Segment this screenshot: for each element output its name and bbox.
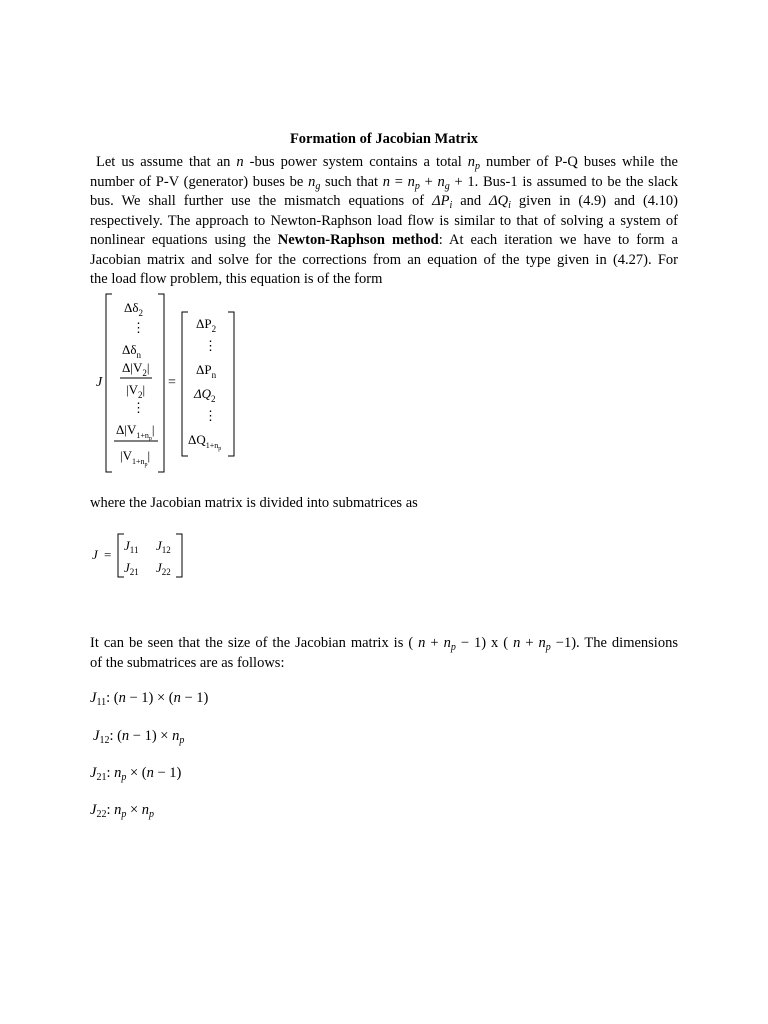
svg-text:Δδn: $\Delta\delta_n$ — [122, 342, 141, 360]
size-line-1: It can be seen that the size of the Jacobian matrix is ( $n + n_p - 1$) x ( $n + n_p -1$). The dimensions — [90, 635, 678, 653]
svg-text:Δδ2: $\Delta\delta_2$ — [124, 300, 143, 318]
svg-text:|V1+np|: $|V_{1+n}p|$ — [120, 448, 151, 468]
intro-line-2: number of P-V (generator) buses be $n_g$ such that $n = n_p + n_g + 1$. Bus-1 is assumed to be the slack — [90, 173, 678, 192]
intro-line-4: respectively. The approach to Newton-Raphson load flow is similar to that of solving a system of — [90, 212, 678, 229]
svg-text:⋮: ⋮ — [204, 338, 217, 353]
svg-text:|V2|: $|V_2|$ — [126, 382, 146, 400]
intro-line-7: the load flow problem, this equation is of the form — [90, 271, 383, 287]
intro-line-6: Jacobian matrix and solve for the corrections from an equation of the type given in (4.27). For — [90, 251, 678, 268]
size-paragraph — [90, 634, 678, 673]
size-line-2: of the submatrices are as follows: — [90, 654, 285, 671]
left-vector-bracket-left — [106, 294, 112, 472]
svg-text:Δ|V1+np|: $\Delta|V_{1+n}p|$ — [116, 422, 155, 442]
svg-text:ΔQ2: $\Delta Q_2$ — [194, 386, 216, 404]
dimension-J11: $J_{11}$: (n − 1) × (n − 1) — [90, 690, 209, 708]
svg-text:J12: $J_{12}$ — [156, 538, 171, 555]
svg-text:J: J — [92, 547, 98, 562]
intro-line-5: nonlinear equations using the Newton-Raphson method: At each iteration we have to form a — [90, 232, 678, 248]
dimension-J22: $J_{22}$: $n_p \times n_p$ — [90, 802, 155, 820]
svg-text:⋮: ⋮ — [204, 408, 217, 423]
svg-text:⋮: ⋮ — [132, 400, 145, 415]
intro-paragraph — [90, 153, 678, 290]
submatrix-intro: where the Jacobian matrix is divided into submatrices as — [90, 495, 418, 511]
dimension-J12: $J_{12}$: $(n - 1) \times n_p$ — [93, 728, 185, 746]
matrix-equation — [90, 288, 250, 478]
left-vector-bracket-right — [158, 294, 164, 472]
svg-text:ΔP2: $\Delta P_2$ — [196, 316, 217, 334]
svg-text:ΔQ1+np: $\Delta Q_{1+n}p$ — [188, 432, 222, 452]
svg-text:Δ|V2|: $\Delta|V_2|$ — [122, 360, 150, 378]
intro-line-1: Let us assume that an n -bus power system contains a total $n_p$ number of P-Q buses while the — [96, 154, 678, 172]
svg-text:⋮: ⋮ — [132, 320, 145, 335]
intro-line-3: bus. We shall further use the mismatch equations of $\Delta P_i$ and $\Delta Q_i$ given in (4.9) and (4.10) — [90, 193, 679, 211]
svg-text:ΔPn: $\Delta P_n$ — [196, 362, 217, 380]
right-vector-bracket-right — [228, 312, 234, 456]
svg-text:J22: $J_{22}$ — [156, 560, 171, 577]
svg-text:J21: $J_{21}$ — [124, 560, 139, 577]
equals-sign: = — [168, 375, 176, 390]
submatrix-bracket-right — [176, 534, 182, 577]
page-title: Formation of Jacobian Matrix — [289, 131, 479, 147]
submatrix-equation — [90, 530, 190, 582]
dimension-J21: $J_{21}$: $n_p \times (n - 1)$ — [90, 765, 182, 783]
jacobian-symbol: J — [96, 375, 103, 390]
svg-text:=: = — [104, 547, 112, 562]
svg-text:J11: $J_{11}$ — [124, 538, 139, 555]
